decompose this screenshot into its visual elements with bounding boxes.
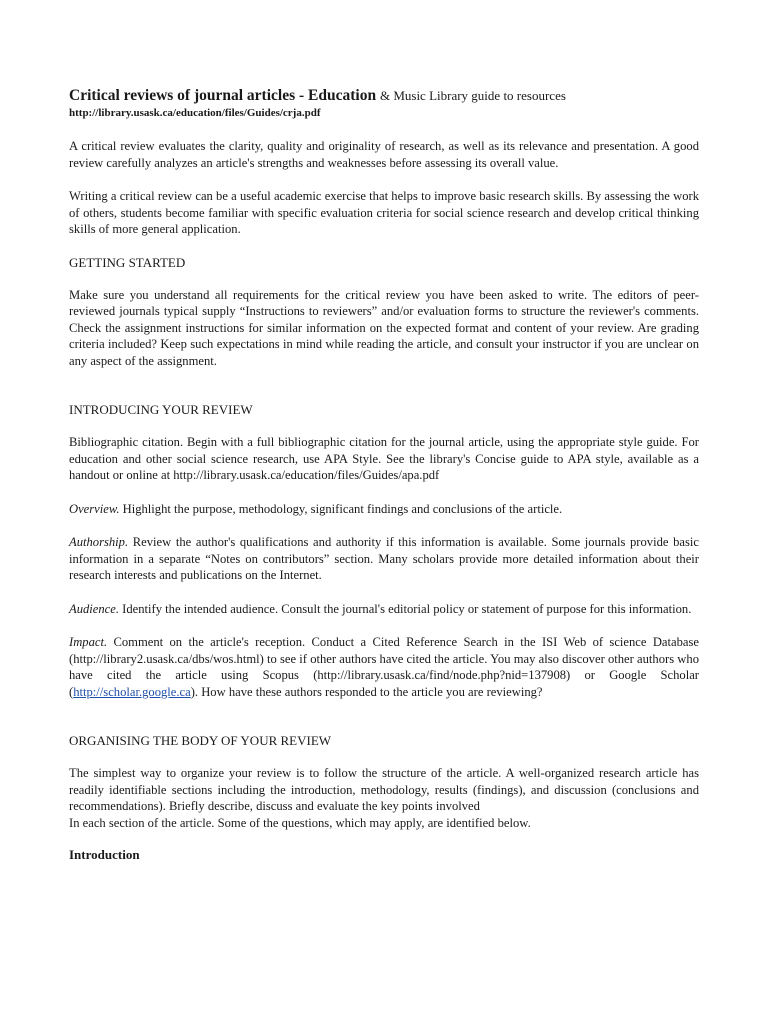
- overview-text: Highlight the purpose, methodology, significant findings and conclusions of the article.: [119, 501, 563, 516]
- audience-lead: Audience.: [69, 601, 119, 616]
- title-main: Critical reviews of journal articles - Education: [69, 87, 377, 104]
- organising-paragraph-1: The simplest way to organize your review is to follow the structure of the article. A well-organized research article has readily identifiable sections including the introduction, methodology, results (findings), and discussion (conclusions and recommendations). Briefly describe, discuss and evaluate the key points involved: [69, 766, 699, 813]
- audience-paragraph: [69, 601, 699, 618]
- title-sub: & Music Library guide to resources: [379, 88, 566, 103]
- overview-paragraph: [69, 501, 699, 518]
- heading-organising-body: ORGANISING THE BODY OF YOUR REVIEW: [69, 733, 332, 748]
- source-url: http://library.usask.ca/education/files/Guides/crja.pdf: [69, 107, 321, 119]
- impact-lead: Impact.: [69, 635, 108, 649]
- heading-introducing-review: INTRODUCING YOUR REVIEW: [69, 402, 253, 417]
- organising-paragraph-2: In each section of the article. Some of the questions, which may apply, are identified below.: [69, 815, 531, 830]
- impact-paragraph: [69, 634, 699, 700]
- document-title: [69, 86, 699, 106]
- getting-started-paragraph: Make sure you understand all requirements for the critical review you have been asked to write. The editors of peer-reviewed journals typical supply “Instructions to reviewers” and/or evaluation forms to structure the reviewer's comments. Check the assignment instructions for similar information on the expected format and content of your review. Are grading criteria included? Keep such expectations in mind while reading the article, and consult your instructor if you are unclear on any aspect of the assignment.: [69, 287, 699, 368]
- impact-text-1: Comment on the article's reception. Conduct a Cited Reference Search in the ISI Web of science Database (http://library2.usask.ca/dbs/wos.html) to see if other authors have cited the article. You may also discover other authors who have cited the article using Scopus (http://library.usask.ca/find/node.php?nid=137908) or Google Scholar (: [69, 635, 699, 699]
- intro-paragraph-2: Writing a critical review can be a useful academic exercise that helps to improve basic research skills. By assessing the work of others, students become familiar with specific evaluation criteria for social science research and develop critical thinking skills of more general application.: [69, 189, 699, 236]
- citation-paragraph: Bibliographic citation. Begin with a full bibliographic citation for the journal article, using the appropriate style guide. For education and other social science research, use APA Style. See the library's Concise guide to APA style, available as a handout or online at http://library.usask.ca/education/files/Guides/apa.pdf: [69, 435, 699, 482]
- heading-getting-started: GETTING STARTED: [69, 254, 186, 270]
- subheading-introduction: Introduction: [69, 847, 140, 862]
- overview-lead: Overview.: [69, 501, 120, 516]
- google-scholar-link[interactable]: http://scholar.google.ca: [73, 684, 191, 699]
- authorship-paragraph: [69, 534, 699, 584]
- audience-text: Identify the intended audience. Consult the journal's editorial policy or statement of purpose for this information.: [119, 601, 692, 616]
- document-page: [69, 86, 699, 863]
- authorship-text: Review the author's qualifications and authority if this information is available. Some journals provide basic information in a separate “Notes on contributors” section. Many scholars provide more detailed information about their research interests and publications on the Internet.: [69, 535, 699, 582]
- impact-text-2: ). How have these authors responded to the article you are reviewing?: [190, 684, 543, 699]
- intro-paragraph-1: A critical review evaluates the clarity, quality and originality of research, as well as its relevance and presentation. A good review carefully analyzes an article's strengths and weaknesses before assessing its overall value.: [69, 139, 699, 170]
- authorship-lead: Authorship.: [69, 535, 129, 549]
